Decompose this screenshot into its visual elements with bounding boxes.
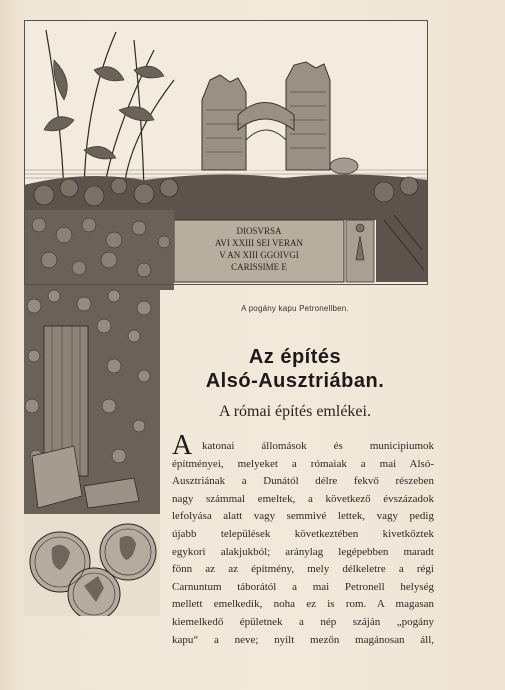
inscription-line-4: CARISSIME E [231, 262, 287, 272]
engraving-frame [24, 20, 428, 285]
body-line: Carnuntum táborától a mai Petronell helység [172, 580, 434, 593]
ivy-coins-sidebar [24, 286, 160, 616]
body-line: kiemelkedő épületnek a nép száján „pogány [172, 615, 434, 628]
body-line: mellett emelkedik, noha ez is rom. A magasan [172, 598, 434, 611]
chapter-title-line-2: Alsó-Ausztriában. [205, 370, 385, 392]
body-line: építményei, melyeket a rómaiak a mai Alsó- [172, 457, 434, 470]
body-first-line [172, 430, 434, 461]
body-line: kapu“ a neve; nyilt mezőn magánosan áll, [172, 633, 434, 646]
section-subtitle: A római építés emlékei. [219, 403, 371, 420]
inscription-line-2: AVI XXIII SEI VERAN [215, 238, 303, 248]
inscription-line-1: DIOSVRSA [236, 226, 282, 236]
first-line-text: katonai állomások és municipiumok [202, 440, 434, 452]
body-line: lefolyása alatt vagy semmivé lettek, vagy pedig [172, 510, 434, 523]
illustration-caption: A pogány kapu Petronellben. [241, 304, 349, 313]
inscription-line-3: V AN XIII GGOIVGI [219, 250, 299, 260]
drop-cap: A [172, 430, 193, 461]
body-line: nagy számmal emeltek, a következő évszázadok [172, 492, 434, 505]
body-text [172, 430, 434, 649]
body-line: egykori alakjukból; aránylag legépebben maradt [172, 545, 434, 558]
chapter-title-line-1: Az építés [248, 346, 342, 368]
body-line: Ausztriának a Dunától délre fekvő részeben [172, 475, 434, 488]
body-line: fönn az az építmény, mely délkeletre a régi [172, 563, 434, 576]
body-line: újabb települések következtében kivetkőztek [172, 527, 434, 540]
